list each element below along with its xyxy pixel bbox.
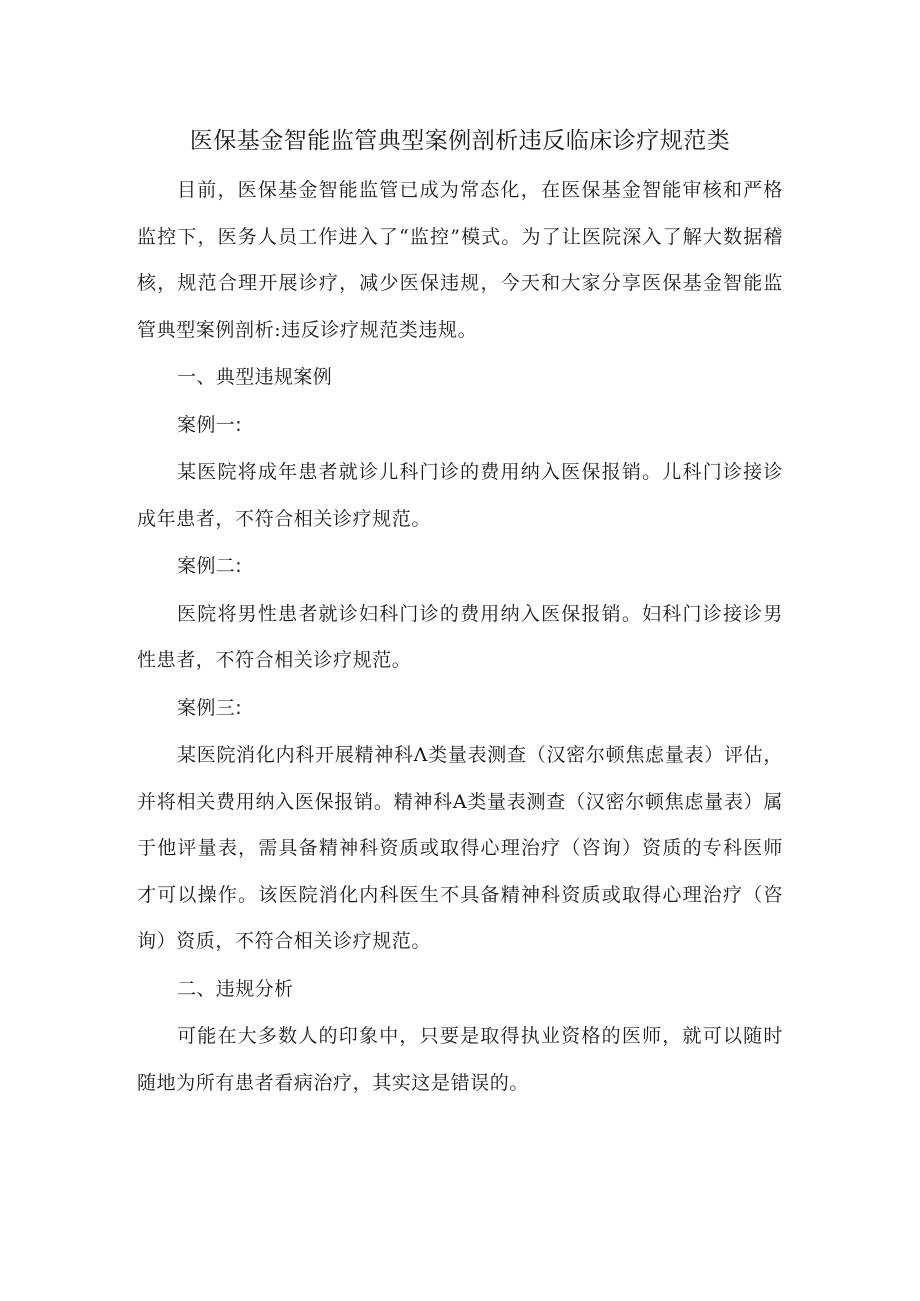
section2-heading: 二、违规分析 [177,977,294,1000]
document-title: 医保基金智能监管典型案例剖析违反临床诊疗规范类 [189,128,731,154]
case1-label: 案例一: [177,413,243,436]
case3-text: 某医院消化内科开展精神科Λ类量表测查（汉密尔顿焦虑量表）评估，并将相关费用纳入医保报销。精神科A类量表测查（汉密尔顿焦虑量表）属于他评量表，需具备精神科资质或取得心理治疗（咨询）资质的专科医师才可以操作。该医院消化内科医生不具备精神科资质或取得心理治疗（咨询）资质，不符合相关诊疗规范。 [137,744,783,952]
section1-heading: 一、典型违规案例 [177,366,333,388]
case1-text: 某医院将成年患者就诊儿科门诊的费用纳入医保报销。儿科门诊接诊成年患者，不符合相关诊疗规范。 [137,461,783,530]
document-body [137,167,783,1107]
case2-label: 案例二: [177,555,243,577]
case2-text: 医院将男性患者就诊妇科门诊的费用纳入医保报销。妇科门诊接诊男性患者，不符合相关诊疗规范。 [137,602,783,671]
intro-paragraph: 目前，医保基金智能监管已成为常态化，在医保基金智能审核和严格监控下，医务人员工作进入了“监控”模式。为了让医院深入了解大数据稽核，规范合理开展诊疗，减少医保违规，今天和大家分享医保基金智能监管典型案例剖析:违反诊疗规范类违规。 [137,179,783,341]
case3-label: 案例三: [177,696,243,719]
section2-text: 可能在大多数人的印象中，只要是取得执业资格的医师，就可以随时随地为所有患者看病治疗，其实这是错误的。 [137,1025,783,1094]
